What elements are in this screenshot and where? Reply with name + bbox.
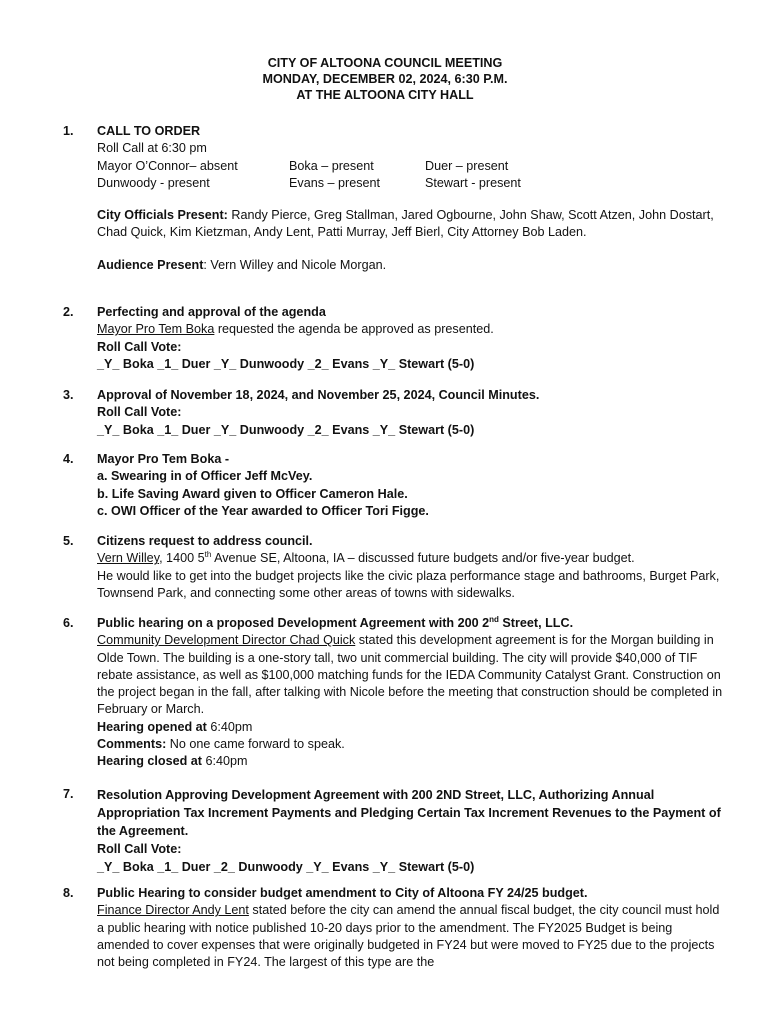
item-number: 7.	[63, 787, 74, 801]
item-number: 3.	[63, 388, 74, 402]
attendance-cell: Dunwoody - present	[97, 175, 210, 190]
hearing-opened	[97, 719, 727, 736]
speaker-name: Vern Willey	[97, 551, 160, 566]
attendance-row	[97, 175, 727, 192]
item-text: He would like to get into the budget projects like the civic plaza performance stage and bathrooms, Burget Park, Townsend Park, and connecting some other areas of towns with sidewalks.	[97, 568, 720, 600]
header-line-3: AT THE ALTOONA CITY HALL	[296, 88, 474, 102]
attendance-cell: Boka – present	[289, 158, 374, 173]
item-text	[97, 632, 727, 718]
vote-label: Roll Call Vote:	[97, 405, 182, 420]
audience-present	[97, 257, 727, 274]
header-line-1: CITY OF ALTOONA COUNCIL MEETING	[267, 56, 503, 70]
heading-text: Public hearing on a proposed Development Agreement with 200 2	[97, 616, 490, 630]
item-heading: Perfecting and approval of the agenda	[97, 305, 326, 319]
comments-label: Comments:	[97, 737, 167, 752]
attendance-row	[97, 158, 727, 175]
item-heading	[97, 615, 727, 632]
address-suffix: th	[204, 550, 212, 560]
heading-suffix: nd	[489, 614, 499, 624]
vote-label: Roll Call Vote:	[97, 842, 182, 856]
item-heading: Public Hearing to consider budget amendment to City of Altoona FY 24/25 budget.	[97, 886, 588, 900]
item-body	[97, 615, 727, 771]
item-number: 6.	[63, 616, 74, 630]
hearing-closed-label: Hearing closed at	[97, 754, 202, 769]
item-text-body: stated this development agreement is for the Morgan building in Olde Town. The building is a one-story tall, two unit commercial building. The city will provide $40,000 of TIF rebate assistance, as well as $100,000 matching funds for the IEDA Community Catalyst Grant. Construction on the project began in the fall, after talking with Nicole before the meeting that construction should be completed in February or March.	[97, 633, 723, 717]
item-number: 8.	[63, 886, 74, 900]
vote-tally: _Y_ Boka _1_ Duer _2_ Dunwoody _Y_ Evans _Y_ Stewart (5-0)	[97, 860, 475, 874]
item-body	[97, 533, 727, 602]
item-heading: Approval of November 18, 2024, and November 25, 2024, Council Minutes.	[97, 388, 540, 402]
item-body	[97, 885, 727, 971]
item-heading: Mayor Pro Tem Boka -	[97, 452, 230, 466]
item-number: 5.	[63, 534, 74, 548]
attendance-cell: Duer – present	[425, 158, 509, 173]
officials-label: City Officials Present:	[97, 208, 228, 223]
item-heading: Resolution Approving Development Agreement with 200 2ND Street, LLC, Authorizing Annual Appropriation Tax Increment Payments and Pledging Certain Tax Increment Revenues to the Payment of the Agreement.	[97, 788, 721, 838]
address-text: , 1400 5	[159, 551, 205, 566]
heading-text-rest: Street, LLC.	[498, 616, 574, 630]
hearing-closed-time: 6:40pm	[201, 754, 248, 769]
sub-item-b: b. Life Saving Award given to Officer Cameron Hale.	[97, 486, 408, 501]
attendance-cell: Stewart - present	[425, 175, 521, 190]
item-text-body: stated before the city can amend the annual fiscal budget, the city council must hold a public hearing with notice published 10-20 days prior to the amendment. The FY2025 Budget is being amended to cover expenses that were originally budgeted in FY24 but were moved to FY25 due to the projects not being completed in FY24. The largest of this type are the	[97, 903, 720, 970]
attendance-cell: Evans – present	[289, 175, 381, 190]
roll-call-time: Roll Call at 6:30 pm	[97, 141, 207, 156]
audience-text: : Vern Willey and Nicole Morgan.	[203, 257, 387, 272]
comments-text: No one came forward to speak.	[166, 737, 345, 752]
item-number: 4.	[63, 452, 74, 466]
item-heading: Citizens request to address council.	[97, 534, 313, 548]
officials-text: Randy Pierce, Greg Stallman, Jared Ogbourne, John Shaw, Scott Atzen, John Dostart, Chad Quick, Kim Kietzman, Andy Lent, Patti Murray, Jeff Bierl, City Attorney Bob Laden.	[97, 208, 714, 240]
header-line-2: MONDAY, DECEMBER 02, 2024, 6:30 P.M.	[262, 72, 508, 86]
vote-tally: _Y_ Boka _1_ Duer _Y_ Dunwoody _2_ Evans _Y_ Stewart (5-0)	[97, 422, 475, 437]
item-number: 1.	[63, 124, 74, 138]
item-text	[97, 321, 727, 338]
item-body	[97, 786, 727, 876]
speaker-line	[97, 550, 727, 567]
address-text-rest: Avenue SE, Altoona, IA – discussed future budgets and/or five-year budget.	[211, 551, 635, 566]
item-number: 2.	[63, 305, 74, 319]
audience-label: Audience Present	[97, 257, 204, 272]
sub-item-c: c. OWI Officer of the Year awarded to Officer Tori Figge.	[97, 503, 429, 518]
sub-item-a: a. Swearing in of Officer Jeff McVey.	[97, 469, 313, 484]
item-heading: CALL TO ORDER	[97, 124, 201, 138]
item-body	[97, 304, 727, 373]
item-text-body: requested the agenda be approved as presented.	[214, 322, 494, 337]
hearing-opened-label: Hearing opened at	[97, 719, 207, 734]
mover-name: Mayor Pro Tem Boka	[97, 322, 215, 337]
item-body	[97, 123, 727, 274]
attendance-cell: Mayor O’Connor– absent	[97, 158, 238, 173]
item-text	[97, 902, 727, 971]
hearing-opened-time: 6:40pm	[206, 719, 253, 734]
document-header	[0, 55, 770, 103]
item-body	[97, 451, 727, 520]
vote-tally: _Y_ Boka _1_ Duer _Y_ Dunwoody _2_ Evans _Y_ Stewart (5-0)	[97, 356, 475, 371]
hearing-closed	[97, 753, 727, 770]
vote-label: Roll Call Vote:	[97, 339, 182, 354]
comments	[97, 736, 727, 753]
speaker-name: Finance Director Andy Lent	[97, 903, 249, 918]
officials-present	[97, 207, 727, 242]
item-body	[97, 387, 727, 439]
speaker-name: Community Development Director Chad Quick	[97, 633, 356, 648]
